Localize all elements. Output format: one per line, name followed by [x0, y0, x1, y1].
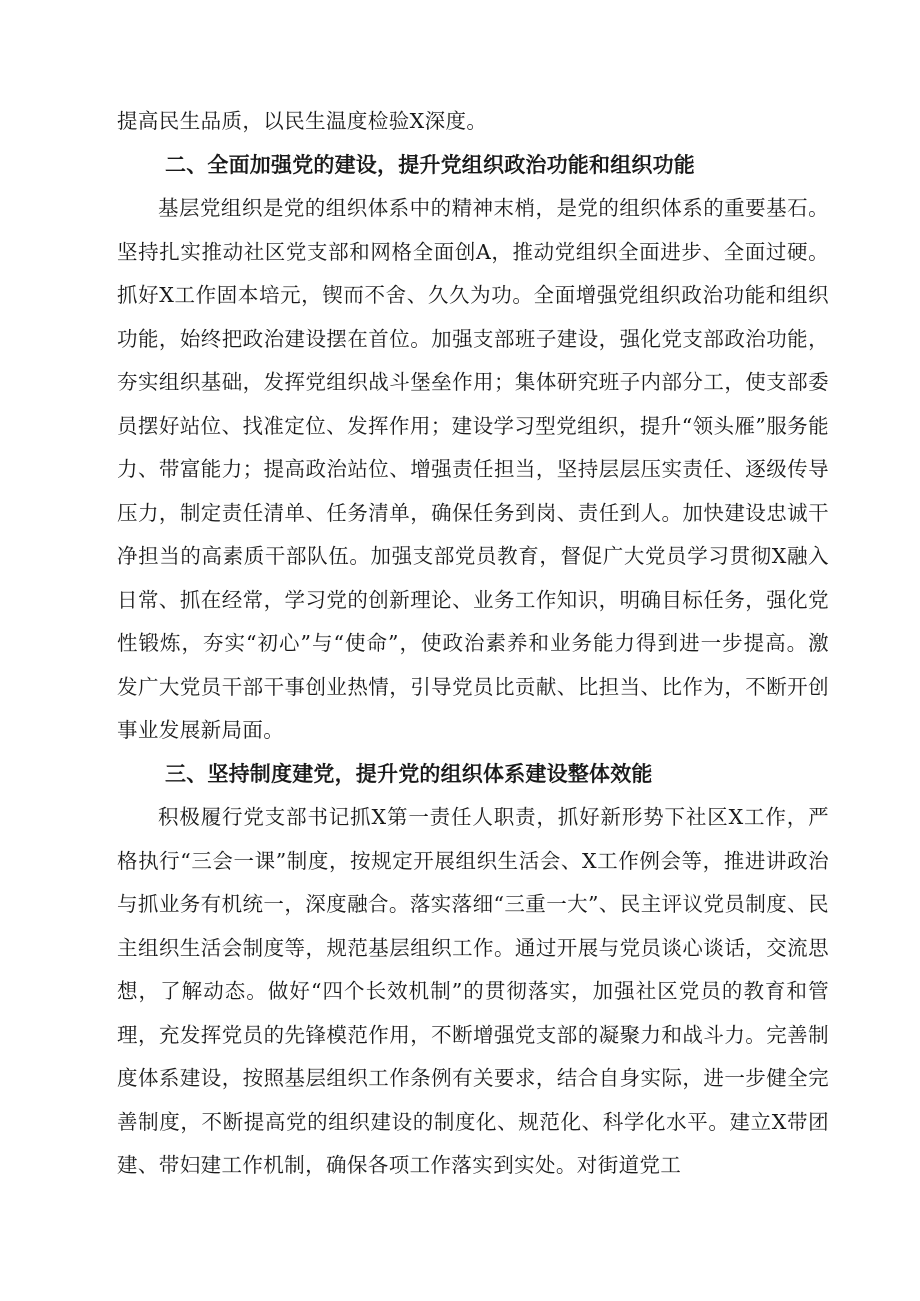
- section-paragraph-2: 基层党组织是党的组织体系中的精神末梢，是党的组织体系的重要基石。坚持扎实推动社区党支部和网格全面创A，推动党组织全面进步、全面过硬。抓好X工作固本培元，锲而不舍、久久为功。全面增强党组织政治功能和组织功能，始终把政治建设摆在首位。加强支部班子建设，强化党支部政治功能，夯实组织基础，发挥党组织战斗堡垒作用；集体研究班子内部分工，使支部委员摆好站位、找准定位、发挥作用；建设学习型党组织，提升“领头雁”服务能力、带富能力；提高政治站位、增强责任担当，坚持层层压实责任、逐级传导压力，制定责任清单、任务清单，确保任务到岗、责任到人。加快建设忠诚干净担当的高素质干部队伍。加强支部党员教育，督促广大党员学习贯彻X融入日常、抓在经常，学习党的创新理论、业务工作知识，明确目标任务，强化党性锻炼，夯实“初心”与“使命”，使政治素养和业务能力得到进一步提高。激发广大党员干部干事创业热情，引导党员比贡献、比担当、比作为，不断开创事业发展新局面。: [117, 196, 829, 742]
- intro-paragraph: 提高民生品质，以民生温度检验X深度。: [117, 109, 488, 133]
- document-body: [117, 100, 829, 1188]
- section-paragraph-3: 积极履行党支部书记抓X第一责任人职责，抓好新形势下社区X工作，严格执行“三会一课”制度，按规定开展组织生活会、X工作例会等，推进讲政治与抓业务有机统一，深度融合。落实落细“三重一大”、民主评议党员制度、民主组织生活会制度等，规范基层组织工作。通过开展与党员谈心谈话，交流思想，了解动态。做好“四个长效机制”的贯彻落实，加强社区党员的教育和管理，充发挥党员的先锋模范作用，不断增强党支部的凝聚力和战斗力。完善制度体系建设，按照基层组织工作条例有关要求，结合自身实际，进一步健全完善制度，不断提高党的组织建设的制度化、规范化、科学化水平。建立X带团建、带妇建工作机制，确保各项工作落实到实处。对街道党工: [117, 805, 829, 1177]
- section-heading-2: 二、全面加强党的建设，提升党组织政治功能和组织功能: [165, 152, 695, 177]
- section-heading-3: 三、坚持制度建党，提升党的组织体系建设整体效能: [165, 761, 653, 786]
